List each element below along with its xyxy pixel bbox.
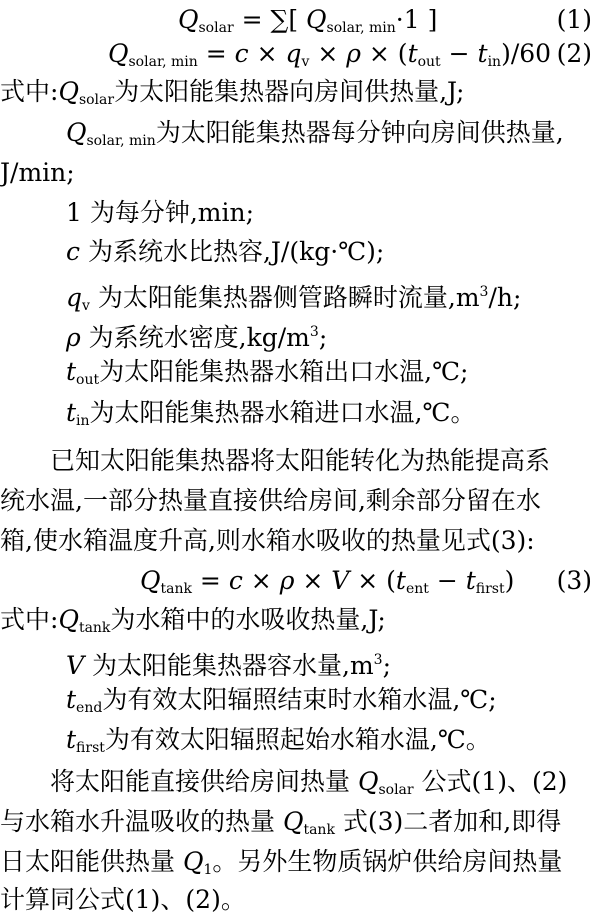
eq2-c: c <box>234 39 249 68</box>
def1-l6-text: 为太阳能集热器侧管路瞬时流量,m <box>89 283 480 312</box>
def1-l7-text: 为系统水密度,kg/m <box>80 323 310 352</box>
eq3-times-1: × <box>242 566 280 595</box>
def2-l2-symbol: V <box>66 651 85 680</box>
eq1-body-b: ·1 ] <box>395 5 438 34</box>
eq1-inner-symbol: Q <box>306 5 327 34</box>
def2-l1-symbol: Q <box>58 605 79 634</box>
def2-l2-tail: ; <box>382 651 392 680</box>
eq3-t-first-subscript: first <box>475 581 505 597</box>
eq2-lhs-symbol: Q <box>108 39 129 68</box>
para1-line-1: 已知太阳能集热器将太阳能转化为热能提高系 <box>50 446 551 475</box>
def1-l8-text: 为太阳能集热器水箱出口水温,℃; <box>99 357 469 386</box>
def1-l2-text: 为太阳能集热器每分钟向房间供热量, <box>155 118 564 147</box>
eq3-t-first: t <box>465 566 476 595</box>
def1-l5-symbol: c <box>66 237 81 266</box>
def2-line-4 <box>66 720 491 768</box>
eq3-t-ent: t <box>395 566 406 595</box>
def1-l2-symbol: Q <box>66 118 87 147</box>
eq2-rho: ρ <box>346 39 361 68</box>
eq3-t-ent-subscript: ent <box>405 581 429 597</box>
def2-l4-symbol: t <box>66 725 77 754</box>
para2-l2-b: 式(3)二者加和,即得 <box>334 807 562 836</box>
def1-line-9 <box>66 393 475 441</box>
para2-l1-b: 公式(1)、(2) <box>413 767 568 796</box>
eq1-lhs-subscript: solar <box>198 20 234 36</box>
eq2-t-in-subscript: in <box>487 54 502 70</box>
def1-line-2 <box>66 113 564 161</box>
eq1-body-a: = ∑[ <box>233 5 307 34</box>
eq2-times-2: × <box>309 39 347 68</box>
def2-l1-subscript: tank <box>78 620 111 636</box>
def1-l6-subscript: v <box>82 298 90 314</box>
def1-l8-subscript: out <box>76 372 100 388</box>
eq3-lhs-subscript: tank <box>160 581 192 597</box>
def1-l8-symbol: t <box>66 357 77 386</box>
para2-line-4: 计算同公式(1)、(2)。 <box>0 885 246 914</box>
eq2-q-subscript: v <box>301 54 310 70</box>
eq2-minus: − <box>440 39 478 68</box>
def1-l7-symbol: ρ <box>66 323 81 352</box>
def1-l1-prefix: 式中: <box>0 77 59 106</box>
def2-l4-subscript: first <box>76 740 105 756</box>
eq2-tail: )/60 <box>501 39 552 68</box>
eq2-lhs-subscript: solar, min <box>128 54 198 70</box>
para1-line-3: 箱,使水箱温度升高,则水箱水吸收的热量见式(3): <box>0 526 535 555</box>
para2-l1-a: 将太阳能直接供给房间热量 <box>50 767 358 796</box>
para2-l2-a: 与水箱水升温吸收的热量 <box>0 807 283 836</box>
eq2-t-in: t <box>477 39 488 68</box>
equation-1-number: (1) <box>556 5 592 34</box>
def1-l7-tail: ; <box>318 323 328 352</box>
eq3-V: V <box>331 566 350 595</box>
para2-l3-symbol: Q <box>182 847 204 876</box>
def1-line-5 <box>66 232 384 272</box>
def2-l4-text: 为有效太阳辐照起始水箱水温,℃。 <box>104 725 491 754</box>
def2-l1-prefix: 式中: <box>0 605 59 634</box>
def1-line-4: 1 为每分钟,min; <box>66 198 255 227</box>
eq2-equals: = <box>197 39 235 68</box>
eq1-lhs-symbol: Q <box>178 5 199 34</box>
para2-l2-symbol: Q <box>282 807 304 836</box>
eq2-t-out-subscript: out <box>417 54 441 70</box>
eq3-minus: − <box>428 566 466 595</box>
eq2-q: q <box>285 39 302 68</box>
def2-l1-text: 为水箱中的水吸收热量,J; <box>110 605 386 634</box>
def2-l2-superscript: 3 <box>373 652 383 668</box>
eq1-inner-subscript: solar, min <box>326 20 396 36</box>
eq2-times-3: × ( <box>360 39 408 68</box>
def1-l6-symbol: q <box>66 283 83 312</box>
def2-l3-subscript: end <box>76 700 103 716</box>
def1-line-3: J/min; <box>0 158 75 187</box>
def1-l5-text: 为系统水比热容,J/(kg·℃); <box>80 237 385 266</box>
def2-l2-text: 为太阳能集热器容水量,m <box>84 651 374 680</box>
para1-line-2: 统水温,一部分热量直接供给房间,剩余部分留在水 <box>0 486 541 515</box>
eq2-times-1: × <box>248 39 286 68</box>
def2-l3-text: 为有效太阳辐照结束时水箱水温,℃; <box>102 685 497 714</box>
eq3-equals: = <box>191 566 229 595</box>
para2-l1-subscript: solar <box>378 782 414 798</box>
eq3-tail: ) <box>504 566 515 595</box>
def1-l2-subscript: solar, min <box>86 133 156 149</box>
eq3-times-2: × <box>294 566 332 595</box>
def1-l9-subscript: in <box>76 413 90 429</box>
para2-l2-subscript: tank <box>303 822 335 838</box>
def1-l9-text: 为太阳能集热器水箱进口水温,℃。 <box>89 398 476 427</box>
eq3-c: c <box>228 566 243 595</box>
eq3-times-3: × ( <box>349 566 396 595</box>
def1-l7-superscript: 3 <box>309 324 319 340</box>
def1-l9-symbol: t <box>66 398 77 427</box>
def1-l6-superscript: 3 <box>479 284 489 300</box>
para2-l1-symbol: Q <box>357 767 379 796</box>
eq3-lhs-symbol: Q <box>140 566 161 595</box>
eq2-t-out: t <box>407 39 418 68</box>
equation-2-number: (2) <box>556 39 592 68</box>
para2-l3-subscript: 1 <box>203 862 213 878</box>
equation-3-number: (3) <box>556 566 592 595</box>
def1-l1-subscript: solar <box>78 92 115 108</box>
para2-l3-a: 日太阳能供热量 <box>0 847 183 876</box>
def1-l1-text: 为太阳能集热器向房间供热量,J; <box>114 77 465 106</box>
def1-l1-symbol: Q <box>58 77 79 106</box>
def2-l3-symbol: t <box>66 685 77 714</box>
def1-l6-tail: /h; <box>488 283 522 312</box>
para2-l3-b: 。另外生物质锅炉供给房间热量 <box>212 847 563 876</box>
eq3-rho: ρ <box>279 566 295 595</box>
